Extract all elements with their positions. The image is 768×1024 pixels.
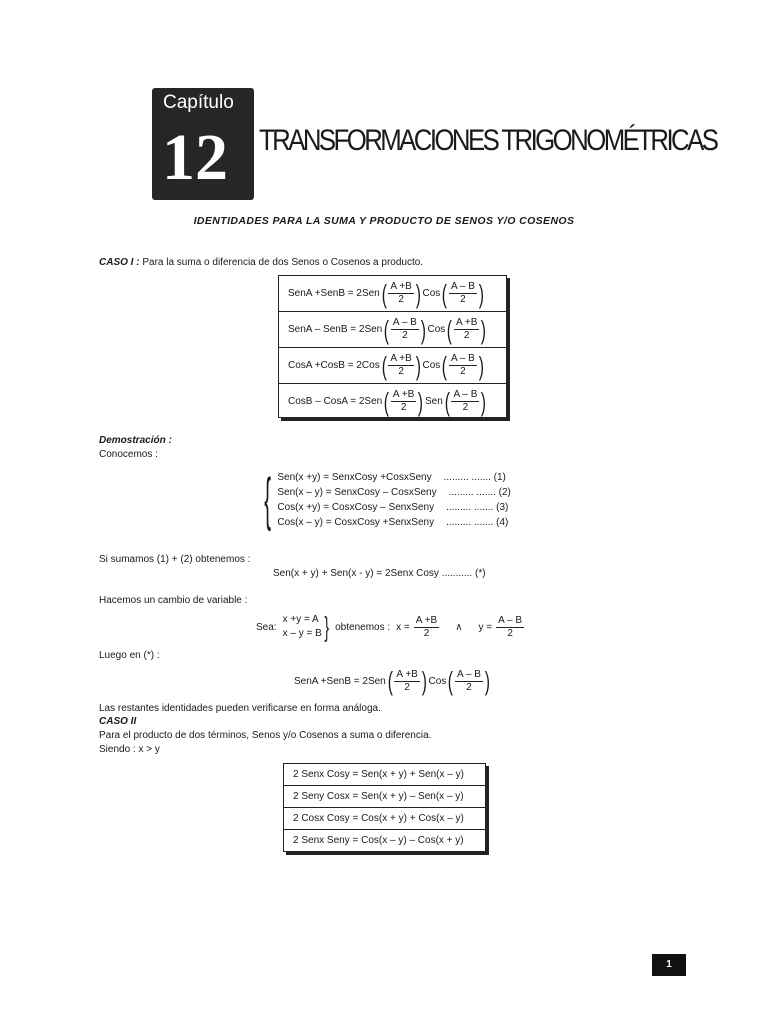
caso2-text: Para el producto de dos términos, Senos y/o Cosenos a suma o diferencia. [99, 730, 432, 741]
left-brace: { [264, 467, 272, 532]
chapter-badge [152, 88, 254, 200]
wedge-symbol: ∧ [455, 621, 463, 633]
frac-den: 2 [400, 402, 407, 413]
final-lhs: SenA +SenB = 2Sen [294, 675, 386, 687]
right-brace: } [324, 611, 329, 642]
siendo-text: Siendo : x > y [99, 744, 160, 755]
obtenemos-label: obtenemos : [335, 621, 391, 633]
sea-equations [283, 613, 322, 641]
frac-num: A +B [390, 353, 412, 364]
formula-mid: Cos [427, 324, 446, 335]
sea-eq: x – y = B [282, 628, 322, 639]
chapter-word: Capítulo [163, 92, 234, 113]
chapter-title: TRANSFORMACIONES TRIGONOMÉTRICAS [259, 124, 717, 157]
identity-system [258, 467, 511, 532]
frac-num: A – B [450, 353, 475, 364]
system-lines [277, 470, 510, 530]
restantes-text: Las restantes identidades pueden verificarse en forma análoga. [99, 703, 381, 714]
formula-lhs: CosA +CosB = 2Cos [288, 360, 380, 371]
product-row: 2 Senx Seny = Cos(x – y) – Cos(x + y) [293, 835, 464, 846]
frac-num: A +B [455, 317, 478, 328]
conocemos-text: Conocemos : [99, 449, 158, 460]
product-row: 2 Senx Cosy = Sen(x + y) + Sen(x – y) [284, 764, 485, 786]
sea-eq: x +y = A [282, 614, 319, 625]
caso1-formula-box [278, 275, 507, 418]
frac-den: 2 [462, 402, 469, 413]
frac-den: 2 [402, 330, 408, 341]
frac-num: A – B [392, 317, 417, 328]
x-fraction: $\frac{A +B}{2}$ [415, 614, 438, 639]
formula-mid: Sen [424, 396, 443, 407]
formula-row: SenA +SenB = 2Sen ( $\frac{A +B}{2}$ ) Cos ( $\frac{A - B}{2}$ ) [279, 276, 506, 312]
frac-num: A – B [450, 281, 475, 292]
final-formula: SenA +SenB = 2Sen ( A +B 2 ) Cos ( A – B 2 ) [294, 666, 490, 696]
chapter-number: 12 [162, 121, 228, 194]
formula-row: CosB – CosA = 2Sen ( $\frac{A +B}{2}$ ) Sen ( $\frac{A - B}{2}$ ) [288, 386, 487, 417]
system-line: Sen(x +y) = SenxCosy +CosxSeny ......... ....... (1) [277, 472, 506, 483]
cambio-text: Hacemos un cambio de variable : [99, 595, 248, 606]
luego-text: Luego en (*) : [99, 650, 160, 661]
product-row: 2 Seny Cosx = Sen(x + y) – Sen(x – y) [284, 786, 485, 808]
frac-den: 2 [398, 294, 404, 305]
formula-mid: Cos [422, 360, 441, 371]
caso2-formula-box [283, 763, 486, 852]
sumamos-text: Si sumamos (1) + (2) obtenemos : [99, 554, 251, 565]
formula-row: SenA – SenB = 2Sen ( $\frac{A - B}{2}$ ) Cos ( $\frac{A +B}{2}$ ) [279, 312, 506, 348]
frac-den: 2 [463, 330, 470, 341]
formula-row: CosA +CosB = 2Cos ( $\frac{A +B}{2}$ ) Cos ( $\frac{A - B}{2}$ ) [279, 348, 506, 384]
frac-den: 2 [460, 294, 466, 305]
formula-mid: Cos [422, 288, 441, 299]
formula-lhs: SenA – SenB = 2Sen [288, 324, 383, 335]
y-fraction: $\frac{A - B}{2}$ [498, 614, 523, 639]
system-line: Sen(x – y) = SenxCosy – CosxSeny ......... ....... (2) [277, 487, 511, 498]
sum-result: Sen(x + y) + Sen(x - y) = 2Senx Cosy ........... (*) [273, 568, 486, 579]
frac-den: 2 [398, 366, 404, 377]
sea-label: Sea: [256, 621, 277, 633]
product-row: 2 Cosx Cosy = Cos(x + y) + Cos(x – y) [284, 808, 485, 830]
formula-lhs: SenA +SenB = 2Sen [288, 288, 380, 299]
caso1-label: CASO I : [99, 257, 140, 268]
substitution-line [256, 613, 524, 641]
demo-label: Demostración : [99, 435, 172, 446]
system-line: Cos(x – y) = CosxCosy +SenxSeny ......... ....... (4) [277, 517, 509, 528]
caso1-text: Para la suma o diferencia de dos Senos o Cosenos a producto. [142, 257, 424, 268]
x-eq: x = [396, 621, 410, 633]
frac-num: A +B [392, 389, 415, 400]
final-mid: Cos [428, 675, 447, 687]
formula-lhs: CosB – CosA = 2Sen [288, 396, 383, 407]
caso1-intro [99, 257, 423, 268]
section-subtitle: IDENTIDADES PARA LA SUMA Y PRODUCTO DE SENOS Y/O COSENOS [193, 215, 575, 227]
y-eq: y = [478, 621, 493, 633]
frac-num: A – B [453, 389, 478, 400]
frac-num: A +B [390, 281, 412, 292]
page-number: 1 [652, 954, 686, 976]
frac-den: 2 [460, 366, 466, 377]
system-line: Cos(x +y) = CosxCosy – SenxSeny ......... ....... (3) [277, 502, 509, 513]
caso2-label: CASO II [99, 716, 137, 727]
